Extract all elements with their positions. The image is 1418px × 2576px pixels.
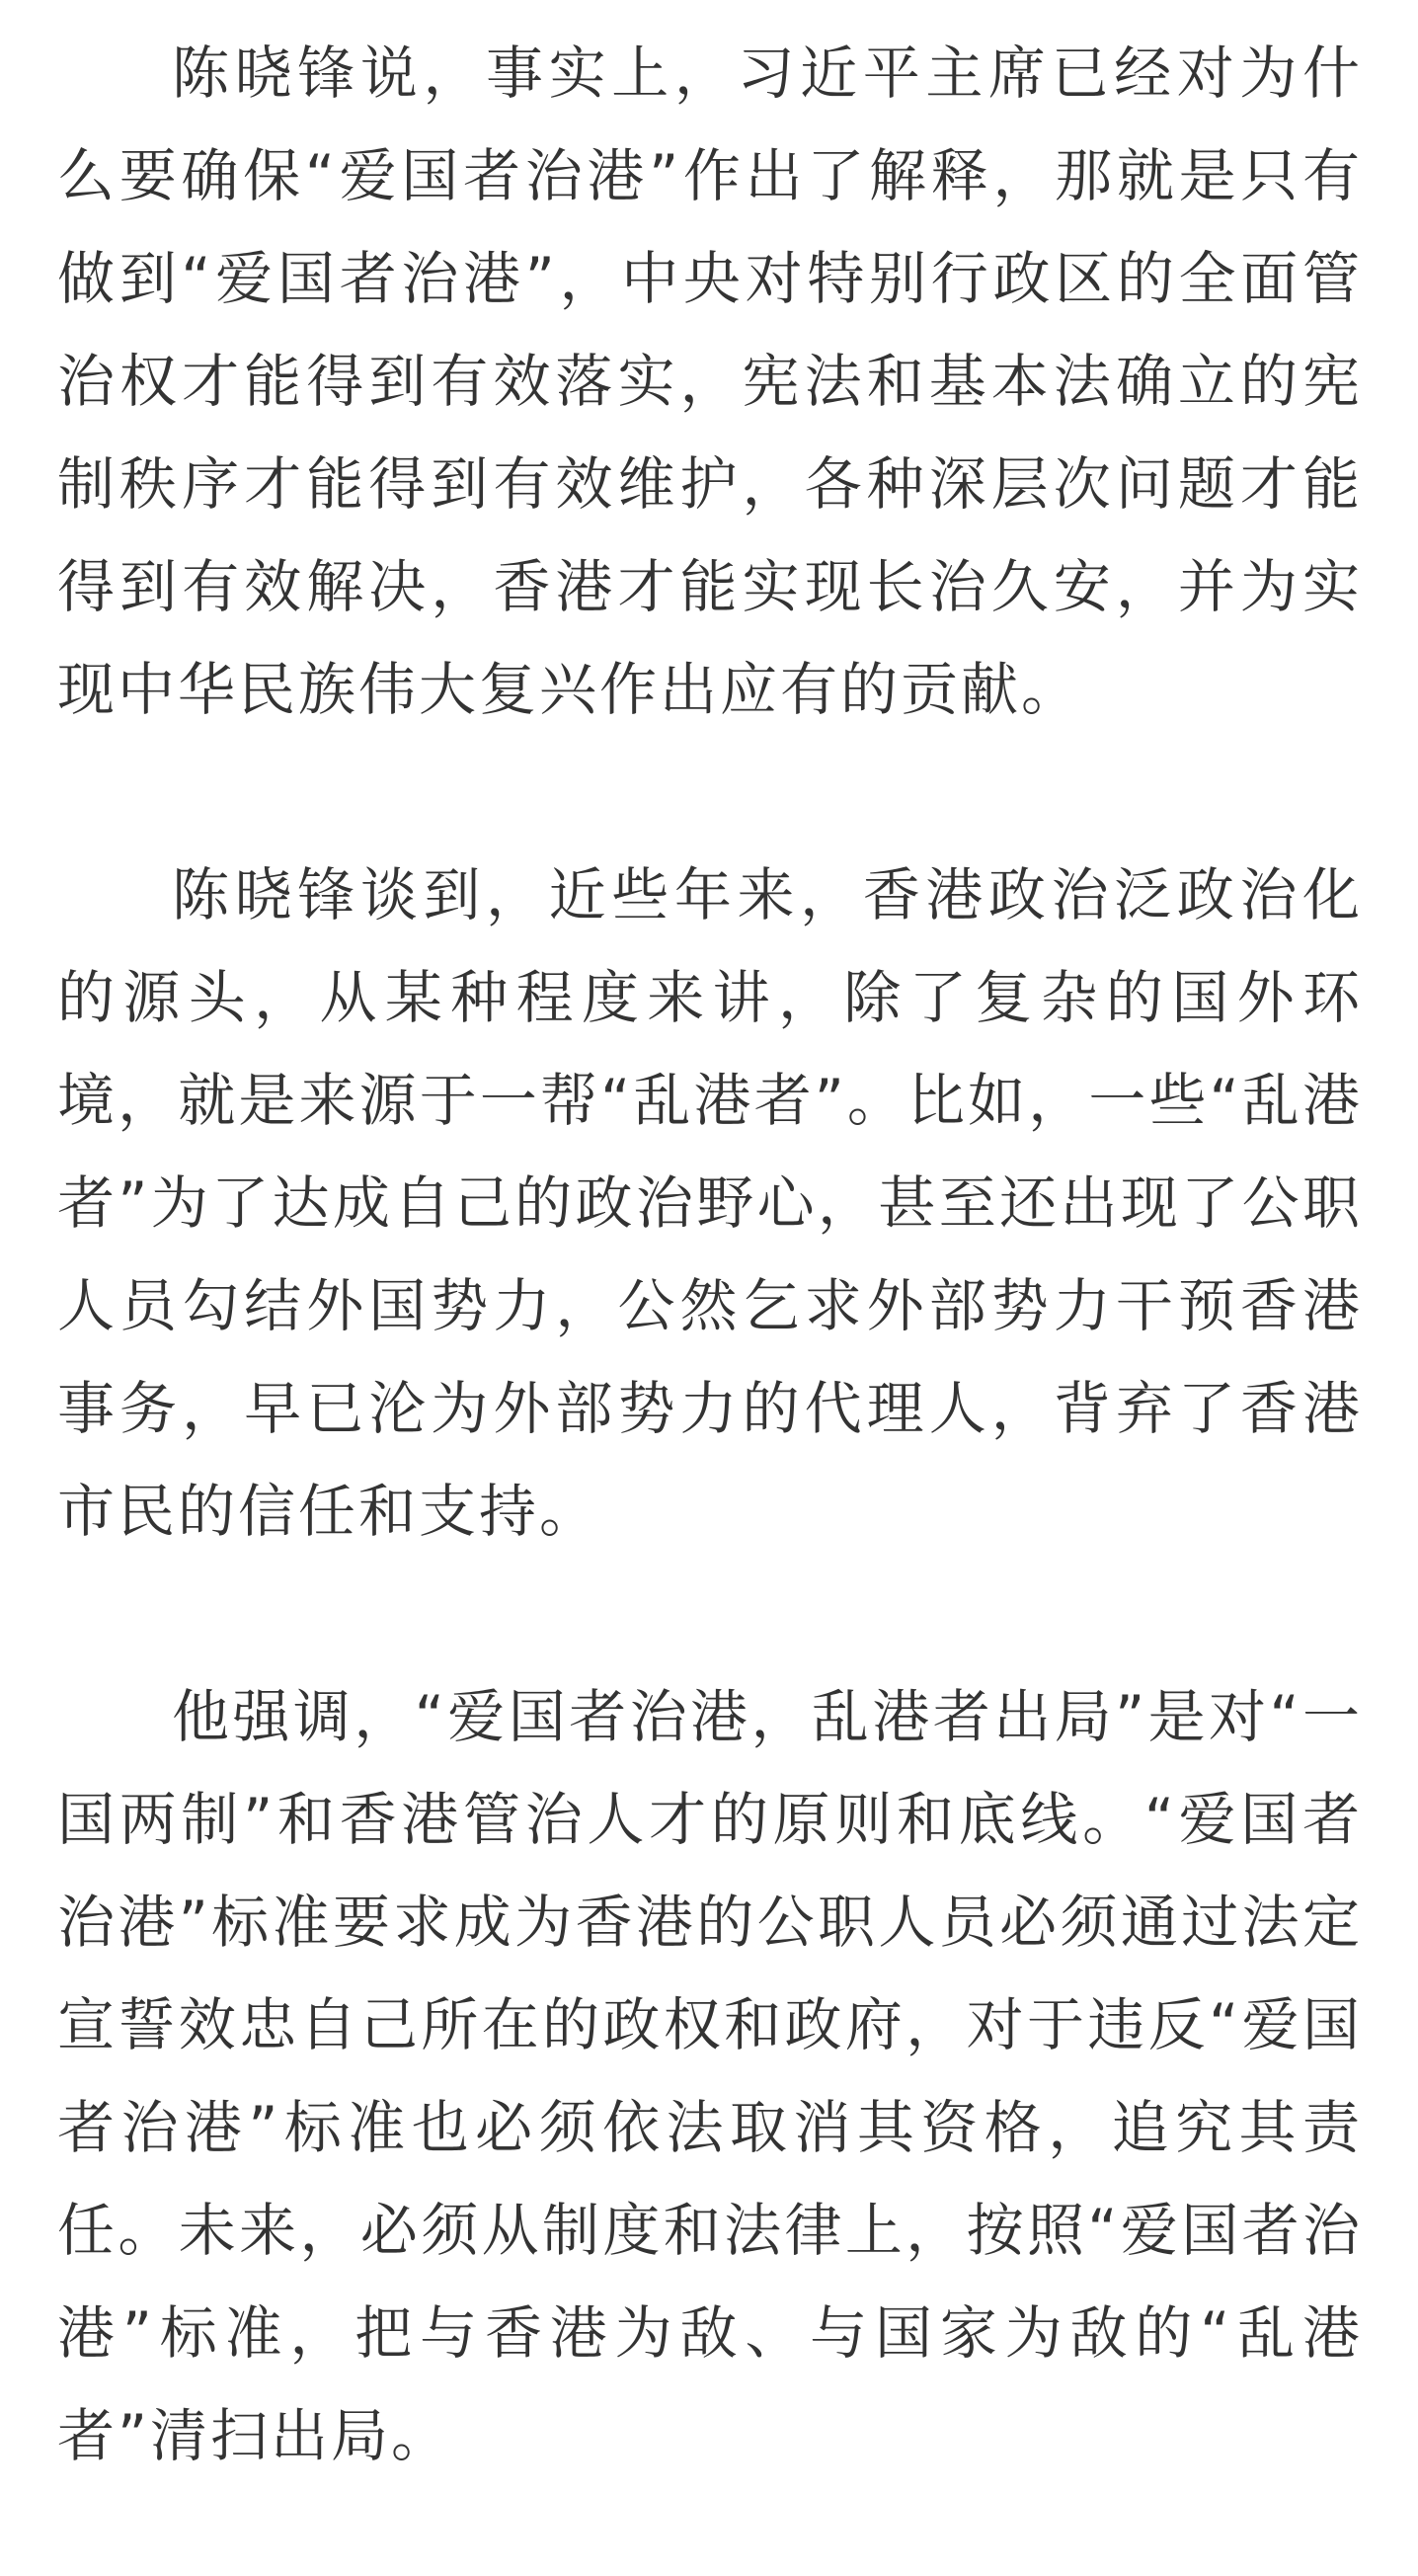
article-paragraph-2: 陈晓锋谈到，近些年来，香港政治泛政治化的源头，从某种程度来讲，除了复杂的国外环境，就是来源于一帮“乱港者”。比如，一些“乱港者”为了达成自己的政治野心，甚至还出现了公职人员勾结外国势力，公然乞求外部势力干预香港事务，早已沦为外部势力的代理人，背弃了香港市民的信任和支持。 xyxy=(57,861,1363,1545)
article-body xyxy=(57,22,1363,2487)
paragraph-spacer xyxy=(57,1563,1363,1665)
article-paragraph-1: 陈晓锋说，事实上，习近平主席已经对为什么要确保“爱国者治港”作出了解释，那就是只有做到“爱国者治港”，中央对特别行政区的全面管治权才能得到有效落实，宪法和基本法确立的宪制秩序才能得到有效维护，各种深层次问题才能得到有效解决，香港才能实现长治久安，并为实现中华民族伟大复兴作出应有的贡献。 xyxy=(57,40,1363,723)
article-paragraph-3: 他强调，“爱国者治港，乱港者出局”是对“一国两制”和香港管治人才的原则和底线。“爱国者治港”标准要求成为香港的公职人员必须通过法定宣誓效忠自己所在的政权和政府，对于违反“爱国者治港”标准也必须依法取消其资格，追究其责任。未来，必须从制度和法律上，按照“爱国者治港”标准，把与香港为敌、与国家为敌的“乱港者”清扫出局。 xyxy=(57,1683,1363,2469)
paragraph-spacer xyxy=(57,741,1363,844)
